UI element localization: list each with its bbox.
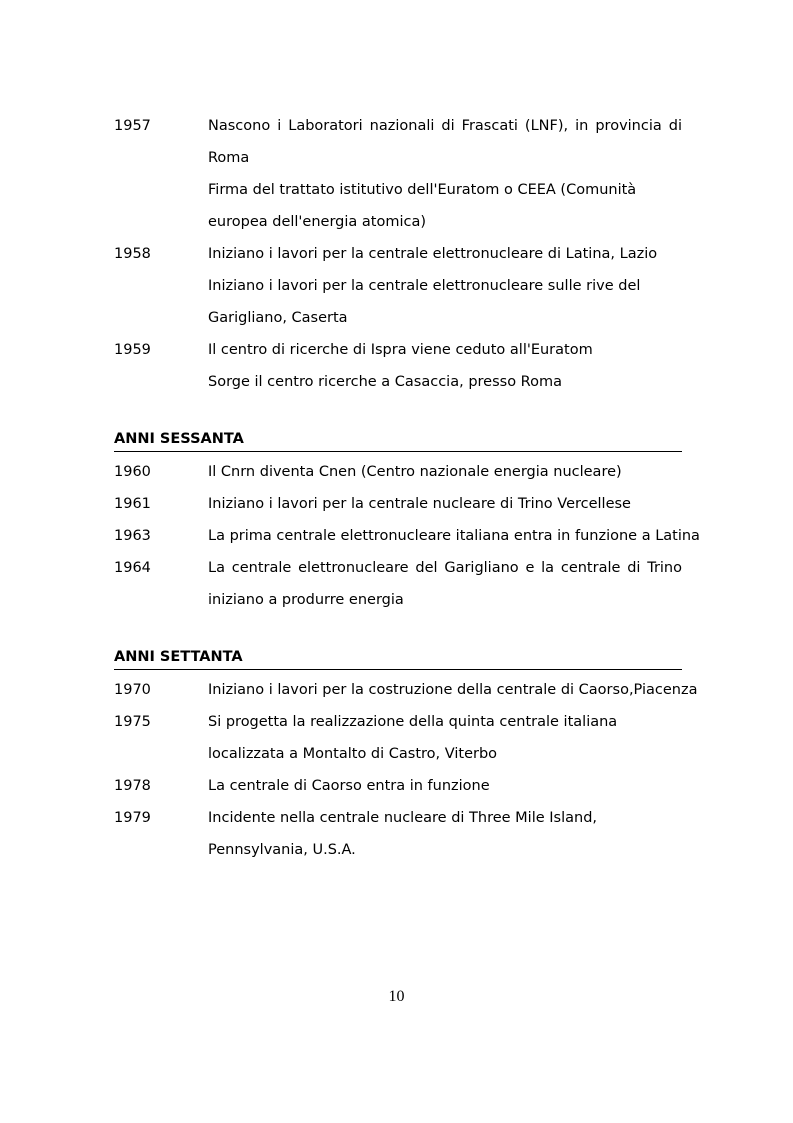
timeline-entry — [114, 674, 698, 706]
entry-line: Il Cnrn diventa Cnen (Centro nazionale energia nucleare) — [208, 464, 622, 480]
entry-description — [208, 488, 682, 520]
entry-line: Si progetta la realizzazione della quinta centrale italiana — [208, 714, 618, 730]
entry-line: Iniziano i lavori per la costruzione della centrale di Caorso,Piacenza — [208, 682, 698, 698]
intro-entries — [114, 110, 682, 398]
entry-description — [208, 110, 682, 238]
entry-year: 1959 — [114, 342, 151, 358]
entry-year: 1979 — [114, 810, 151, 826]
entry-line: Il centro di ricerche di Ispra viene ceduto all'Euratom — [208, 342, 593, 358]
timeline-entry — [114, 488, 682, 520]
entry-line: Iniziano i lavori per la centrale nucleare di Trino Vercellese — [208, 496, 631, 512]
entry-line: Sorge il centro ricerche a Casaccia, presso Roma — [208, 374, 562, 390]
entry-year: 1960 — [114, 464, 151, 480]
section-anni-settanta — [114, 646, 698, 866]
entry-description — [208, 456, 682, 488]
entry-year: 1970 — [114, 682, 151, 698]
entry-line: iniziano a produrre energia — [208, 592, 404, 608]
entry-year: 1978 — [114, 778, 151, 794]
entry-description — [208, 770, 682, 802]
timeline-entry — [114, 552, 682, 616]
entry-line: Iniziano i lavori per la centrale elettronucleare sulle rive del — [208, 278, 641, 294]
entry-line: La centrale elettronucleare del Garigliano e la centrale di Trino — [208, 560, 682, 576]
entry-year: 1963 — [114, 528, 151, 544]
sessanta-entries — [114, 456, 700, 616]
entry-line: Firma del trattato istitutivo dell'Euratom o CEEA (Comunità — [208, 182, 637, 198]
entry-year: 1958 — [114, 246, 151, 262]
entry-line: Incidente nella centrale nucleare di Three Mile Island, — [208, 810, 598, 826]
timeline-entry — [114, 238, 682, 334]
entry-description — [208, 552, 682, 616]
entry-description — [208, 674, 697, 706]
timeline-entry — [114, 706, 682, 770]
entry-line: Garigliano, Caserta — [208, 310, 348, 326]
page-number: 10 — [388, 988, 405, 1005]
section-anni-sessanta — [114, 428, 700, 616]
timeline-entry — [114, 520, 700, 552]
entry-line: Pennsylvania, U.S.A. — [208, 842, 356, 858]
timeline-content — [114, 110, 700, 866]
entry-line: La centrale di Caorso entra in funzione — [208, 778, 490, 794]
timeline-entry — [114, 334, 682, 398]
entry-line: Nascono i Laboratori nazionali di Frascati (LNF), in provincia di — [208, 118, 682, 134]
entry-description — [208, 238, 682, 334]
entry-year: 1961 — [114, 496, 151, 512]
section-heading: ANNI SESSANTA — [114, 428, 682, 452]
entry-description — [208, 802, 682, 866]
entry-year: 1964 — [114, 560, 151, 576]
entry-line: europea dell'energia atomica) — [208, 214, 426, 230]
entry-line: localizzata a Montalto di Castro, Viterbo — [208, 746, 498, 762]
entry-year: 1975 — [114, 714, 151, 730]
section-heading: ANNI SETTANTA — [114, 646, 682, 670]
settanta-entries — [114, 674, 698, 866]
timeline-entry — [114, 110, 682, 238]
entry-description — [208, 334, 682, 398]
entry-description — [208, 706, 682, 770]
timeline-entry — [114, 456, 682, 488]
entry-description — [208, 520, 700, 552]
timeline-entry — [114, 770, 682, 802]
entry-line: Roma — [208, 150, 250, 166]
timeline-entry — [114, 802, 682, 866]
entry-line: La prima centrale elettronucleare italiana entra in funzione a Latina — [208, 528, 700, 544]
entry-line: Iniziano i lavori per la centrale elettronucleare di Latina, Lazio — [208, 246, 658, 262]
entry-year: 1957 — [114, 118, 151, 134]
